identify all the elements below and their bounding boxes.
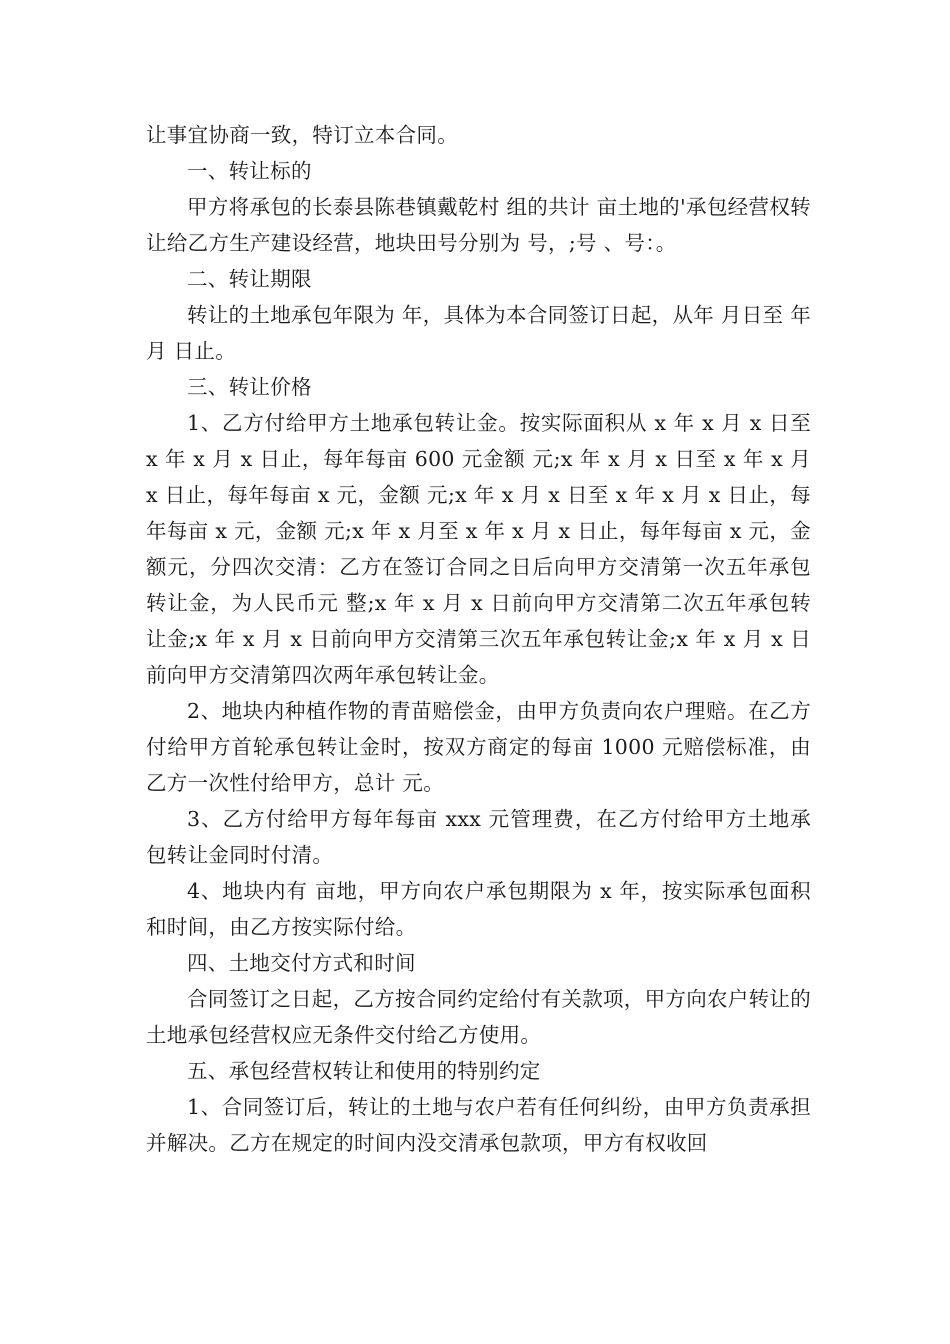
paragraph-transfer-object: 甲方将承包的长泰县陈巷镇戴乾村 组的共计 亩土地的'承包经营权转让给乙方生产建设经营，地块田号分别为 号，;号 、号：。 [146, 195, 811, 255]
section-heading-transfer-object: 一、转让标的 [187, 159, 312, 183]
section-heading-delivery: 四、土地交付方式和时间 [187, 951, 416, 975]
paragraph-price-item-2: 2、地块内种植作物的青苗赔偿金，由甲方负责向农户理赔。在乙方付给甲方首轮承包转让金时，按双方商定的每亩 1000 元赔偿标准，由乙方一次性付给甲方，总计 元。 [146, 699, 811, 795]
section-heading-transfer-term: 二、转让期限 [187, 267, 312, 291]
paragraph-price-item-1: 1、乙方付给甲方土地承包转让金。按实际面积从 x 年 x 月 x 日至 x 年 x 月 x 日止，每年每亩 600 元金额 元;x 年 x 月 x 日至 x 年 x 月 x 日止，每年每亩 x 元，金额 元;x 年 x 月 x 日至 x 年 x 月 x 日止，每年每亩 x 元，金额 元;x 年 x 月至 x 年 x 月 x 日止，每年每亩 x 元，金额元，分四次交清：乙方在签订合同之日后向甲方交清第一次五年承包转让金，为人民币元 整;x 年 x 月 x 日前向甲方交清第二次五年承包转让金;x 年 x 月 x 日前向甲方交清第三次五年承包转让金;x 年 x 月 x 日前向甲方交清第四次两年承包转让金。 [146, 411, 811, 687]
paragraph-price-item-3: 3、乙方付给甲方每年每亩 xxx 元管理费，在乙方付给甲方土地承包转让金同时付清。 [146, 807, 811, 867]
paragraph-price-item-4: 4、地块内有 亩地，甲方向农户承包期限为 x 年，按实际承包面积和时间，由乙方按实际付给。 [146, 879, 811, 939]
paragraph-delivery: 合同签订之日起，乙方按合同约定给付有关款项，甲方向农户转让的土地承包经营权应无条件交付给乙方使用。 [146, 987, 811, 1047]
section-heading-transfer-price: 三、转让价格 [187, 375, 312, 399]
paragraph-transfer-term: 转让的土地承包年限为 年，具体为本合同签订日起，从年 月日至 年 月 日止。 [146, 303, 811, 363]
paragraph-special-terms-1: 1、合同签订后，转让的土地与农户若有任何纠纷，由甲方负责承担并解决。乙方在规定的时间内没交清承包款项，甲方有权收回 [146, 1095, 811, 1155]
paragraph-intro-end: 让事宜协商一致，特订立本合同。 [146, 123, 458, 147]
contract-body [146, 117, 811, 1161]
section-heading-special-terms: 五、承包经营权转让和使用的特别约定 [187, 1059, 541, 1083]
